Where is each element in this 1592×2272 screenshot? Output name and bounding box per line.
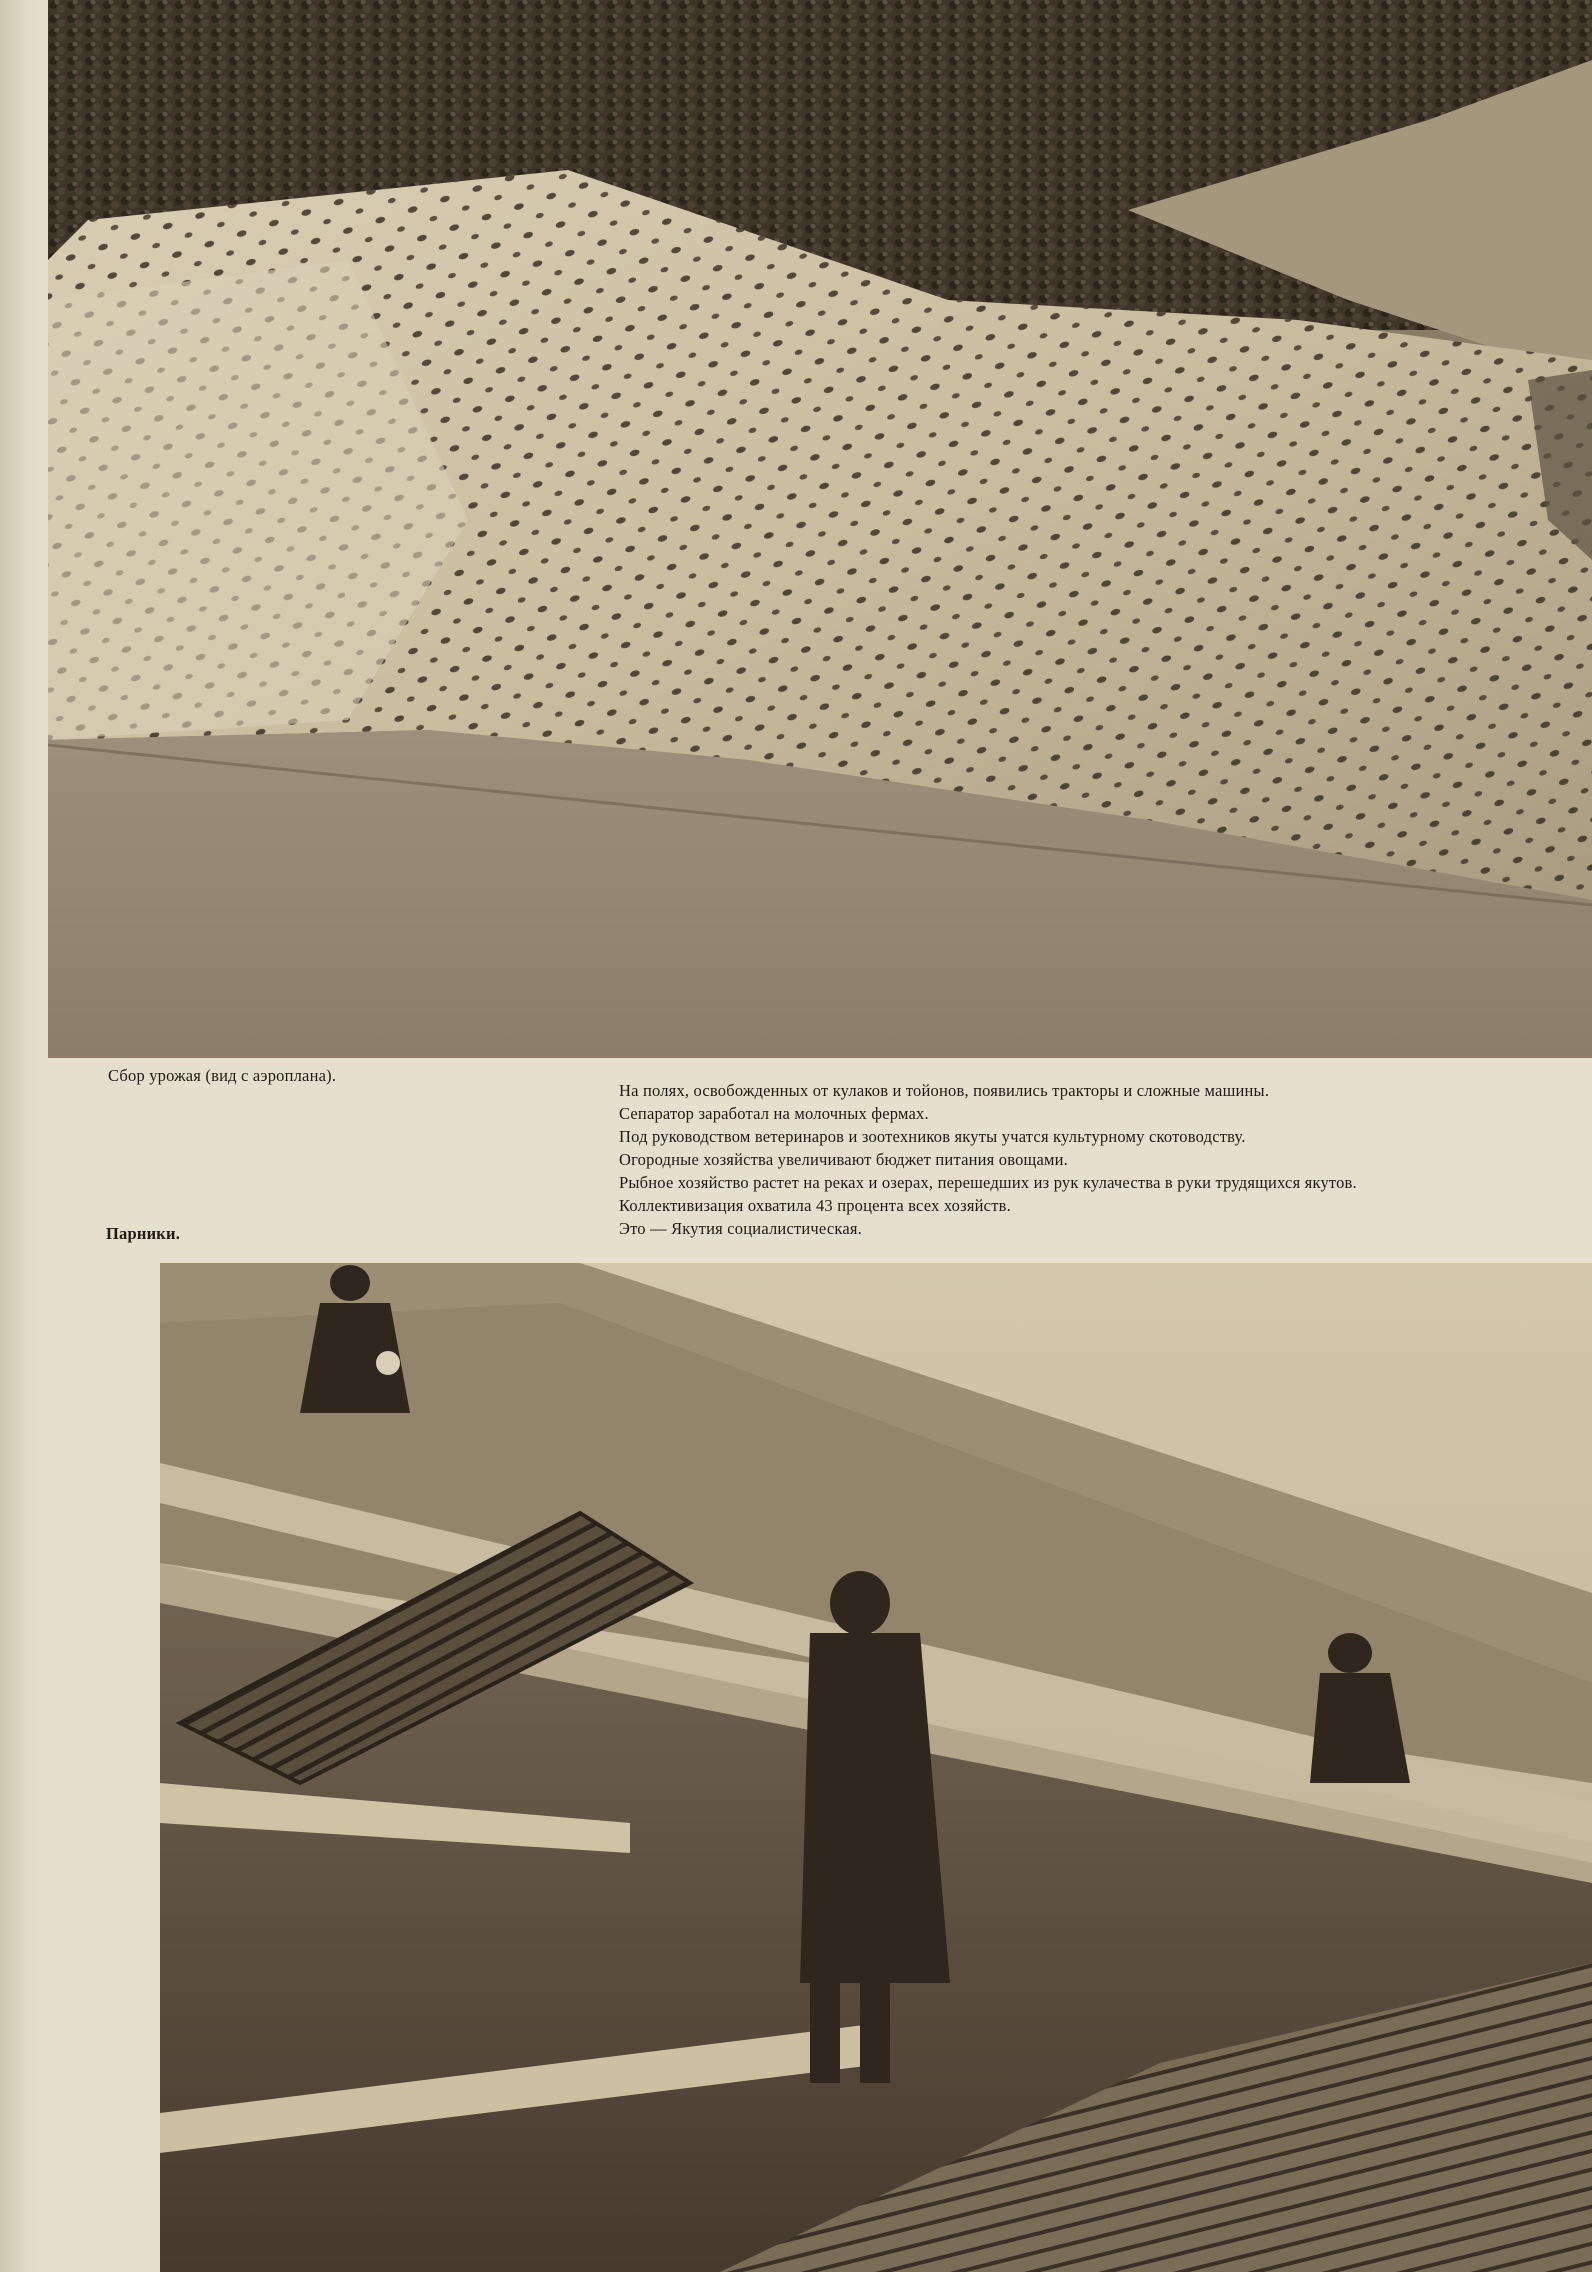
page-binding-edge bbox=[0, 0, 46, 2272]
harvest-photo-caption: Сбор урожая (вид с аэроплана). bbox=[108, 1066, 337, 1085]
article-line: Сепаратор заработал на молочных фермах. bbox=[619, 1104, 929, 1123]
greenhouse-photo-caption: Парники. bbox=[106, 1224, 181, 1243]
article-line: Рыбное хозяйство растет на реках и озерах, перешедших из рук кулачества в руки трудящихся якутов. bbox=[619, 1173, 1357, 1192]
article-line: Огородные хозяйства увеличивают бюджет питания овощами. bbox=[619, 1150, 1068, 1169]
article-line: На полях, освобожденных от кулаков и тойонов, появились тракторы и сложные машины. bbox=[619, 1081, 1270, 1100]
article-line: Это — Якутия социалистическая. bbox=[619, 1219, 862, 1238]
harvest-aerial-photo bbox=[48, 0, 1592, 1058]
article-line: Под руководством ветеринаров и зоотехников якуты учатся культурному скотоводству. bbox=[619, 1127, 1246, 1146]
greenhouses-image bbox=[160, 1263, 1592, 2272]
article-line: Коллективизация охватила 43 процента всех хозяйств. bbox=[619, 1196, 1011, 1215]
article-text bbox=[619, 1079, 1519, 1240]
greenhouses-photo bbox=[160, 1263, 1592, 2272]
harvest-aerial-image bbox=[48, 0, 1592, 1058]
